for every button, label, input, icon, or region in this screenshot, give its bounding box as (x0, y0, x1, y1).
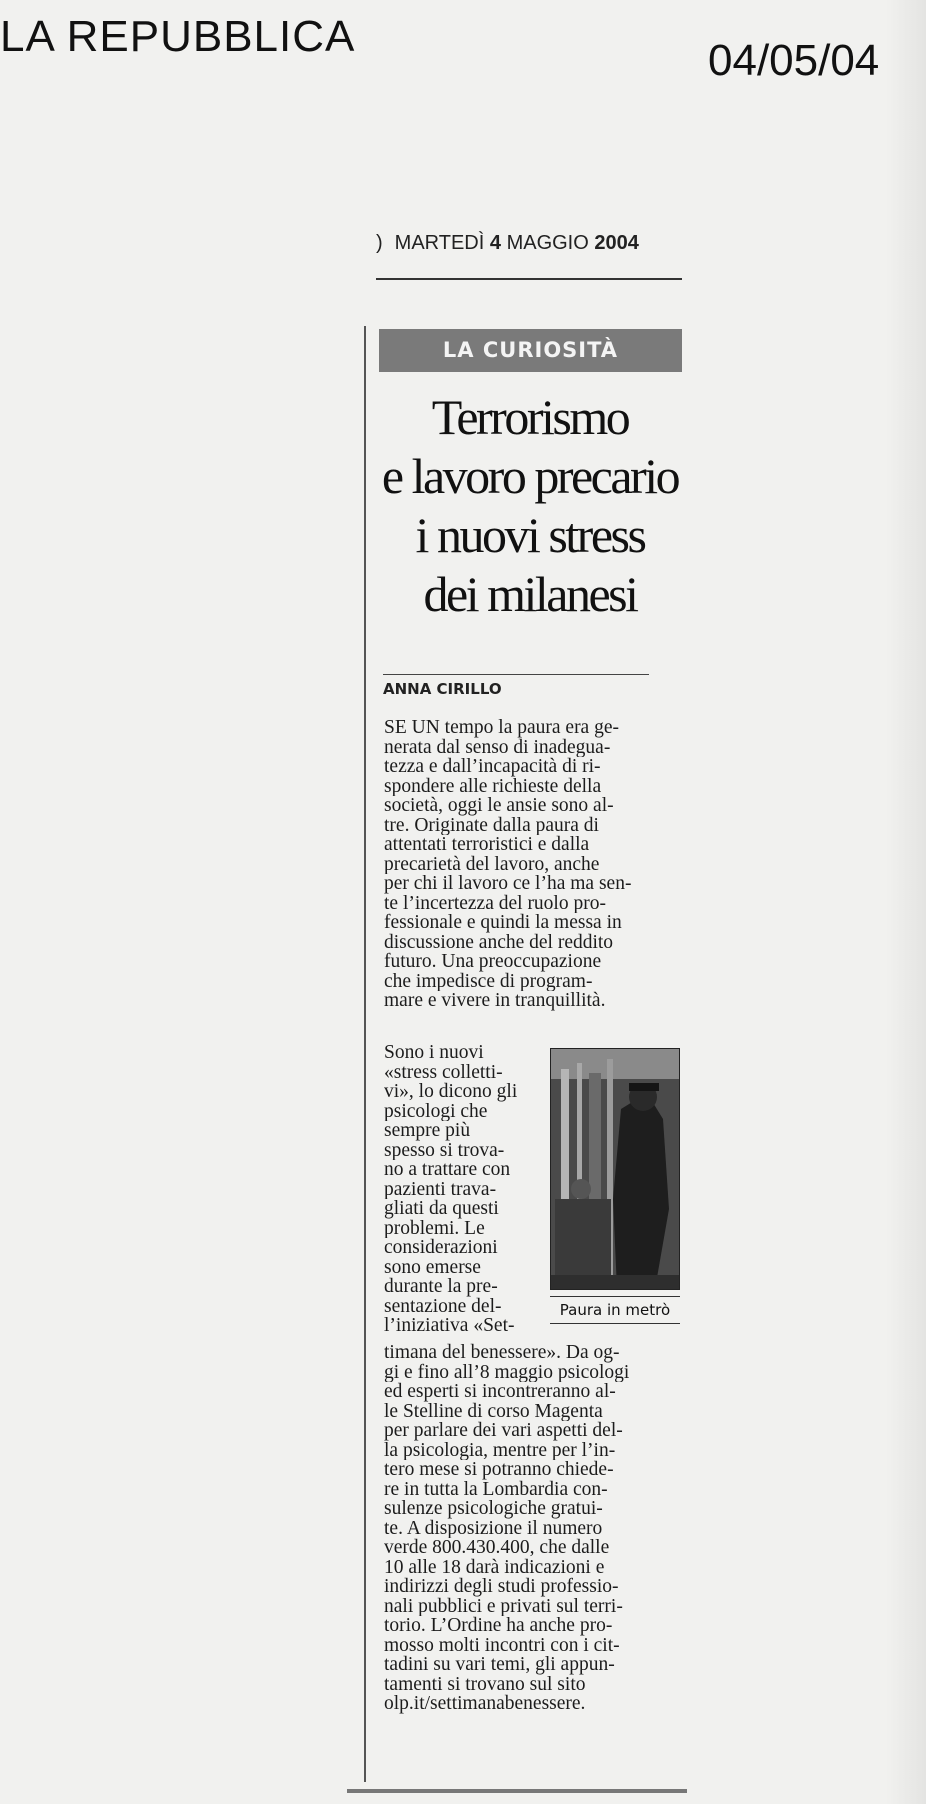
body-line: durante la pre- (384, 1277, 498, 1297)
body-line: timana del benessere». Da og- (384, 1343, 620, 1363)
issue-divider (376, 278, 682, 280)
headline-line: Terrorismo (431, 389, 629, 445)
body-line: la psicologia, mentre per l’in- (384, 1440, 616, 1460)
body-line: te. A disposizione il numero (384, 1518, 603, 1538)
body-line: tre. Originate dalla paura di (384, 815, 599, 835)
body-line: nerata dal senso di inadegua- (384, 737, 611, 757)
body-line: tero mese si potranno chiede- (384, 1460, 614, 1480)
caption-divider (550, 1323, 680, 1324)
article-body-end (384, 1343, 674, 1714)
body-line: per parlare dei vari aspetti del- (384, 1421, 623, 1441)
body-line: attentati terroristici e dalla (384, 835, 590, 855)
body-line: gliati da questi (384, 1199, 499, 1219)
body-line: sono emerse (384, 1257, 481, 1277)
body-line: futuro. Una preoccupazione (384, 952, 602, 972)
body-line: olp.it/settimanabenessere. (384, 1694, 586, 1714)
body-line: l’iniziativa «Set- (384, 1316, 515, 1336)
article-headline (378, 388, 682, 624)
body-line: pazienti trava- (384, 1179, 497, 1199)
body-line: che impedisce di program- (384, 971, 593, 991)
issue-bracket: ) (376, 232, 383, 254)
body-line: sulenze psicologiche gratui- (384, 1499, 603, 1519)
body-line: precarietà del lavoro, anche (384, 854, 600, 874)
page-edge-shadow (886, 0, 926, 1804)
body-line: sentazione del- (384, 1296, 502, 1316)
body-line: «stress colletti- (384, 1062, 503, 1082)
issue-weekday: MARTEDÌ (394, 232, 485, 254)
body-line: fessionale e quindi la messa in (384, 913, 622, 933)
body-line: tezza e dall’incapacità di ri- (384, 757, 601, 777)
headline-line: i nuovi stress (415, 507, 645, 563)
clipping-source: LA REPUBBLICA (0, 12, 356, 61)
body-line: verde 800.430.400, che dalle (384, 1538, 610, 1558)
body-line: problemi. Le (384, 1218, 485, 1238)
body-line: SE UN tempo la paura era ge- (384, 718, 619, 738)
metro-photo (550, 1048, 680, 1290)
column-rule (364, 326, 366, 1782)
body-line: torio. L’Ordine ha anche pro- (384, 1616, 613, 1636)
issue-date-line (376, 232, 682, 255)
body-line: considerazioni (384, 1238, 498, 1258)
article-body-intro (384, 718, 674, 1011)
body-line: no a trattare con (384, 1160, 511, 1180)
body-line: Sono i nuovi (384, 1043, 484, 1063)
article-byline: ANNA CIRILLO (383, 680, 502, 698)
body-line: ed esperti si incontreranno al- (384, 1382, 616, 1402)
headline-line: e lavoro precario (381, 448, 679, 504)
byline-divider (383, 674, 649, 675)
photo-divider (550, 1296, 680, 1297)
body-line: spesso si trova- (384, 1140, 505, 1160)
article (364, 326, 684, 1796)
body-line: per chi il lavoro ce l’ha ma sen- (384, 874, 632, 894)
body-line: discussione anche del reddito (384, 932, 614, 952)
body-line: gi e fino all’8 maggio psicologi (384, 1362, 630, 1382)
issue-day: 4 (489, 232, 501, 254)
photo-block (550, 1048, 680, 1319)
article-end-rule (347, 1789, 687, 1793)
issue-year: 2004 (594, 232, 639, 254)
clipping-date: 04/05/04 (708, 36, 880, 85)
body-line: le Stelline di corso Magenta (384, 1401, 603, 1421)
body-line: tamenti si trovano sul sito (384, 1674, 586, 1694)
body-line: indirizzi degli studi professio- (384, 1577, 619, 1597)
issue-month: MAGGIO (506, 232, 589, 254)
body-line: 10 alle 18 darà indicazioni e (384, 1557, 605, 1577)
article-body-beside-photo (384, 1043, 537, 1336)
body-line: nali pubblici e privati sul terri- (384, 1596, 623, 1616)
body-line: re in tutta la Lombardia con- (384, 1479, 608, 1499)
body-line: te l’incertezza del ruolo pro- (384, 893, 606, 913)
body-line: società, oggi le ansie sono al- (384, 796, 614, 816)
photo-caption: Paura in metrò (559, 1301, 671, 1319)
body-line: vi», lo dicono gli (384, 1082, 518, 1102)
body-line: psicologi che (384, 1101, 488, 1121)
body-line: tadini su vari temi, gli appun- (384, 1655, 615, 1675)
body-line: spondere alle richieste della (384, 776, 602, 796)
body-line: sempre più (384, 1121, 471, 1141)
headline-line: dei milanesi (423, 566, 637, 622)
body-line: mare e vivere in tranquillità. (384, 991, 606, 1011)
article-kicker: LA CURIOSITÀ (379, 329, 682, 372)
body-line: mosso molti incontri con i cit- (384, 1635, 620, 1655)
